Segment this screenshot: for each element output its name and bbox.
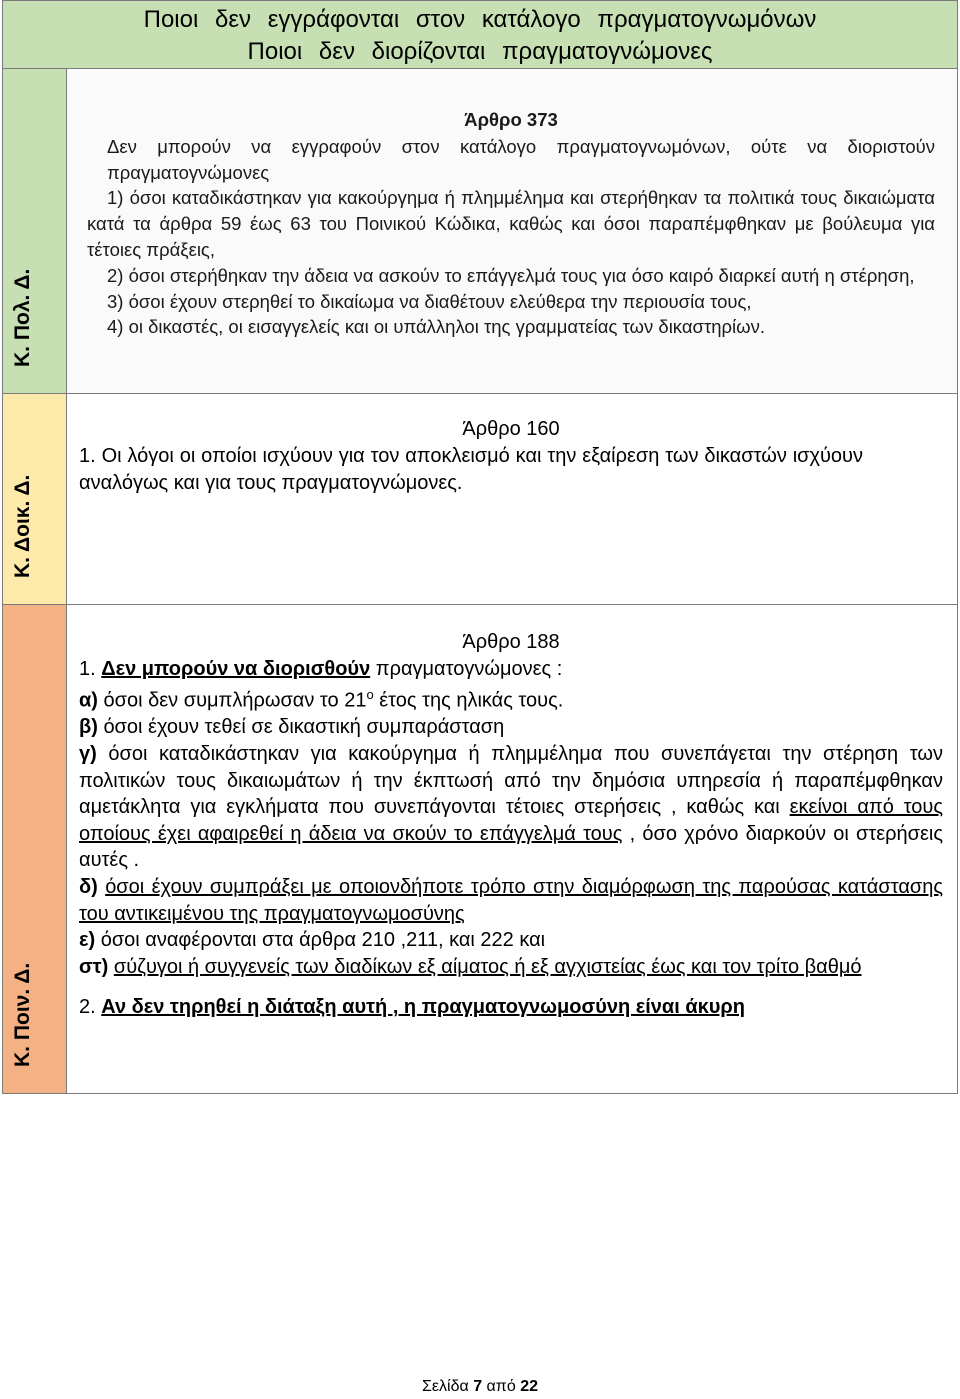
article-160-cell xyxy=(67,394,957,604)
case-label: ε) xyxy=(79,929,96,952)
paragraph-number: 1. xyxy=(79,657,96,680)
nullity-clause: Αν δεν τηρηθεί η διάταξη αυτή , η πραγματογνωμοσύνη είναι άκυρη xyxy=(101,996,745,1019)
case-st xyxy=(79,954,943,981)
case-label: δ) xyxy=(79,876,98,898)
case-text: όσοι δεν συμπλήρωσαν το 21 xyxy=(103,689,367,712)
case-text: όσοι έχουν τεθεί σε δικαστική συμπαράσταση xyxy=(103,716,505,739)
case-text: έτος της ηλικάς τους. xyxy=(379,689,564,712)
article-373-image xyxy=(67,69,957,393)
case-text: , όσο χρόνο διαρκούν οι στερήσεις αυτές . xyxy=(79,822,943,872)
case-label: στ) xyxy=(79,955,109,978)
row-label-cell xyxy=(3,605,67,1093)
article-item: 4) οι δικαστές, οι εισαγγελείς και οι υπάλληλοι της γραμματείας των δικαστηρίων. xyxy=(107,316,766,338)
footer-middle: από xyxy=(482,1378,521,1395)
row-kpoind xyxy=(3,605,957,1093)
total-pages: 22 xyxy=(520,1378,538,1395)
article-title: Άρθρο 373 xyxy=(464,109,558,130)
article-intro: Δεν μπορούν να εγγραφούν στον κατάλογο πραγματογνωμόνων, ούτε να διοριστούν πραγματογνώμονες xyxy=(107,135,935,183)
article-title: Άρθρο 188 xyxy=(462,631,560,653)
case-text: όσοι αναφέρονται στα άρθρα 210 ,211, και 222 και xyxy=(100,929,546,952)
experts-table xyxy=(2,0,958,1094)
case-a xyxy=(79,682,943,714)
page-footer xyxy=(0,1378,960,1396)
page-number: 7 xyxy=(473,1378,483,1395)
article-item: 3) όσοι έχουν στερηθεί το δικαίωμα να διαθέτουν ελεύθερα την περιουσία τους, xyxy=(107,290,752,312)
paragraph-2 xyxy=(79,994,943,1021)
case-e xyxy=(79,927,943,954)
header-line-2: Ποιοι δεν διορίζονται πραγματογνώμονες xyxy=(247,38,713,65)
case-label: γ) xyxy=(79,743,97,766)
row-label: Κ. Δοικ. Δ. xyxy=(10,474,34,578)
article-item: 2) όσοι στερήθηκαν την άδεια να ασκούν το επάγγελμά τους για όσο καιρό διαρκεί αυτή η στέρηση, xyxy=(107,264,915,286)
case-label: α) xyxy=(79,689,98,712)
case-g xyxy=(79,741,943,874)
case-text: όσοι καταδικάστηκαν για κακούργημα ή πλημμέλημα που συνεπάγεται την στέρηση των πολιτικών τους δικαιωμάτων ή την έκπτωσή από την δημόσια υπηρεσία ή παραπέμφθηκαν αμετάκλητα για εγκλήματα που συνεπάγονται τέτοιες στερήσεις , καθώς και xyxy=(79,743,943,819)
article-item: 1) όσοι καταδικάστηκαν για κακούργημα ή πλημμέλημα και στερήθηκαν τα πολιτικά τους δικαιώματα κατά τα άρθρα 59 έως 63 του Ποινικού Κώδικα, καθώς και όσοι παραπέμφθηκαν με βούλευμα για τέτοιες πράξεις, xyxy=(87,187,935,260)
article-title: Άρθρο 160 xyxy=(462,418,560,440)
underlined-text: εκείνοι από τους οποίους έχει αφαιρεθεί η άδεια να σκούν το επάγγελμά τους xyxy=(79,796,943,845)
underlined-text: σύζυγοι ή συγγενείς των διαδίκων εξ αίματος ή εξ αγχιστείας έως και τον τρίτο βαθμό xyxy=(113,955,862,978)
table-header xyxy=(3,1,957,69)
row-label: Κ. Ποιν. Δ. xyxy=(10,962,34,1067)
row-label-cell xyxy=(3,69,67,393)
ordinal-superscript: ο xyxy=(366,687,374,703)
article-188-cell xyxy=(67,605,957,1093)
bold-phrase: Δεν μπορούν να διορισθούν xyxy=(101,657,371,680)
row-label: Κ. Πολ. Δ. xyxy=(10,268,34,367)
case-label: β) xyxy=(79,716,98,739)
row-kdoikd xyxy=(3,394,957,605)
underlined-text: όσοι έχουν συμπράξει με οποιονδήποτε τρόπο στην διαμόρφωση της παρούσας κατάστασης του αντικειμένου της πραγματογνωμοσύνης xyxy=(79,876,943,925)
header-line-1: Ποιοι δεν εγγράφονται στον κατάλογο πραγματογνωμόνων xyxy=(143,6,817,33)
paragraph-text: πραγματογνώμονες : xyxy=(375,657,563,680)
footer-prefix: Σελίδα xyxy=(422,1378,474,1395)
paragraph-number: 2. xyxy=(79,996,96,1019)
case-b xyxy=(79,714,943,741)
article-text: 1. Οι λόγοι οι οποίοι ισχύουν για τον αποκλεισμό και την εξαίρεση των δικαστών ισχύουν αναλόγως και για τους πραγματογνώμονες. xyxy=(79,445,863,494)
row-label-cell xyxy=(3,394,67,604)
case-d xyxy=(79,874,943,927)
paragraph-1 xyxy=(79,656,943,683)
row-kpold xyxy=(3,69,957,394)
